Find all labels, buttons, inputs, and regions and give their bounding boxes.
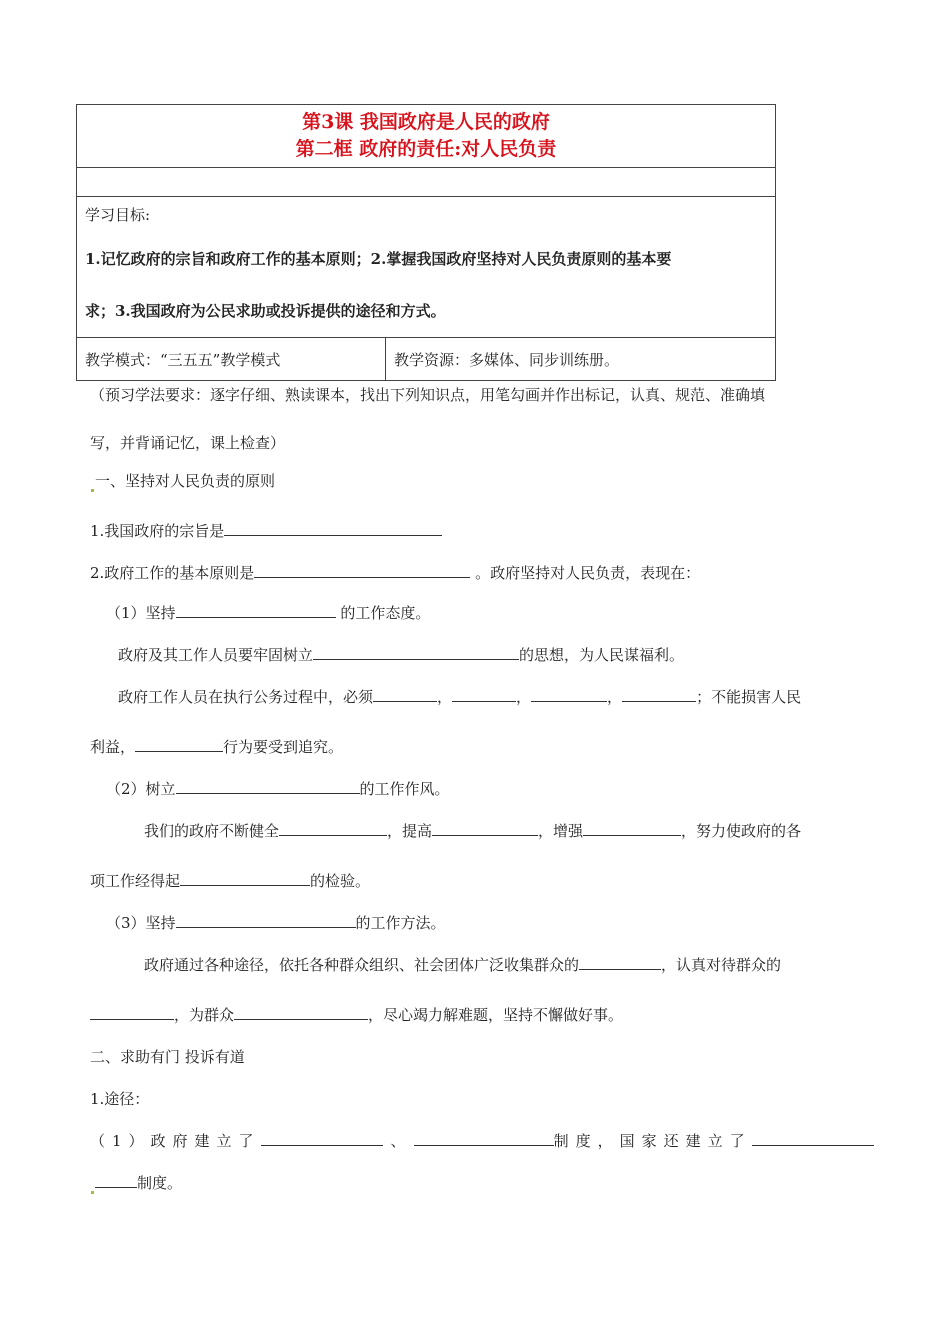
p2-s1-text-b: 、: [390, 1132, 406, 1150]
s2-p1-text-d: ，努力使政府的各: [681, 822, 802, 840]
s2-text-b: 的工作作风。: [359, 780, 450, 798]
s1-p2-text-b: ；不能损害人民: [696, 688, 802, 706]
blank-row: [77, 168, 776, 197]
fill-blank[interactable]: [224, 521, 442, 536]
s1-p3-text-a: 利益，: [90, 738, 136, 756]
q2-text-a: 2.政府工作的基本原则是: [90, 564, 255, 582]
fill-blank[interactable]: [135, 737, 223, 752]
fill-blank[interactable]: [373, 687, 437, 702]
s3-p1-text-a: 政府通过各种途径，依托各种群众组织、社会团体广泛收集群众的: [144, 956, 580, 974]
part1-heading-text: 一、坚持对人民负责的原则: [95, 472, 276, 490]
fill-blank[interactable]: [452, 687, 516, 702]
fill-blank[interactable]: [95, 1173, 137, 1188]
s1-p2-text-a: 政府工作人员在执行公务过程中，必须: [118, 688, 374, 706]
part1-q1: [90, 520, 442, 542]
fill-blank[interactable]: [234, 1005, 368, 1020]
fill-blank[interactable]: [313, 645, 519, 660]
part1-s1-p2: [118, 686, 801, 708]
q2-text-b: 。政府坚持对人民负责，表现在：: [475, 564, 701, 582]
p2-s1-text-c: 制度，国家还建立了: [553, 1132, 752, 1150]
fill-blank[interactable]: [622, 687, 696, 702]
s2-text-a: （2）树立: [106, 780, 176, 798]
part1-s2-p1: [144, 820, 801, 842]
fill-blank[interactable]: [531, 687, 607, 702]
fill-blank[interactable]: [254, 563, 470, 578]
part1-s2-p2: [90, 870, 370, 892]
goals-line-1: 1.记忆政府的宗旨和政府工作的基本原则；2.掌握我国政府坚持对人民负责原则的基本要: [85, 250, 672, 268]
s1-text-b: 的工作态度。: [340, 604, 431, 622]
part1-s1: [106, 602, 430, 624]
title-cell: [77, 105, 776, 168]
comma: ，: [437, 688, 453, 706]
goals-line-2: 求；3.我国政府为公民求助或投诉提供的途径和方式。: [85, 302, 446, 320]
section-title: 第二框 政府的责任:对人民负责: [295, 138, 557, 160]
s2-p2-text-a: 项工作经得起: [90, 872, 181, 890]
mark-dot: [91, 1191, 94, 1194]
fill-blank[interactable]: [176, 913, 356, 928]
s3-p1-text-b: ，认真对待群众的: [661, 956, 782, 974]
p2-s1-text-a: （1）政府建立了: [90, 1132, 261, 1150]
fill-blank[interactable]: [261, 1131, 383, 1146]
part1-q2: [90, 562, 700, 584]
s3-p2-text-b: ，尽心竭力解难题，坚持不懈做好事。: [368, 1006, 624, 1024]
fill-blank[interactable]: [180, 871, 310, 886]
teaching-mode: 教学模式：“三五五”教学模式: [77, 338, 386, 381]
s1-p3-text-b: 行为要受到追究。: [223, 738, 344, 756]
part2-s1-cont: [90, 1172, 182, 1194]
part2-heading: 二、求助有门 投诉有道: [90, 1048, 245, 1066]
fill-blank[interactable]: [752, 1131, 874, 1146]
instructions-line-1: （预习学法要求：逐字仔细、熟读课本，找出下列知识点，用笔勾画并作出标记，认真、规范、准确填: [90, 386, 766, 404]
fill-blank[interactable]: [583, 821, 681, 836]
fill-blank[interactable]: [90, 1005, 174, 1020]
s1-p1-text-a: 政府及其工作人员要牢固树立: [118, 646, 314, 664]
learning-goals-cell: [77, 197, 776, 338]
s2-p1-text-a: 我们的政府不断健全: [144, 822, 280, 840]
fill-blank[interactable]: [176, 603, 336, 618]
s2-p1-text-b: ，提高: [387, 822, 433, 840]
lesson-header-table: [76, 104, 776, 381]
q1-text: 1.我国政府的宗旨是: [90, 522, 225, 540]
part1-s3: [106, 912, 446, 934]
goals-text: [85, 233, 767, 337]
part1-s3-p2: [90, 1004, 623, 1026]
instructions-line-2: 写，并背诵记忆，课上检查）: [90, 434, 286, 452]
teaching-resources: 教学资源：多媒体、同步训练册。: [386, 338, 776, 381]
comma: ，: [607, 688, 623, 706]
p2-s1-text-d: 制度。: [137, 1174, 183, 1192]
fill-blank[interactable]: [176, 779, 360, 794]
lesson-title: 第3课 我国政府是人民的政府: [302, 111, 550, 133]
s1-text-a: （1）坚持: [106, 604, 176, 622]
mark-dot: [91, 489, 94, 492]
goals-label: 学习目标:: [85, 206, 151, 224]
fill-blank[interactable]: [414, 1131, 554, 1146]
fill-blank[interactable]: [279, 821, 387, 836]
s3-p2-text-a: ，为群众: [174, 1006, 235, 1024]
comma: ，: [516, 688, 532, 706]
s2-p1-text-c: ，增强: [538, 822, 584, 840]
part2-s1: [90, 1130, 874, 1152]
part1-s3-p1: [144, 954, 781, 976]
fill-blank[interactable]: [579, 955, 661, 970]
s1-p1-text-b: 的思想，为人民谋福利。: [519, 646, 685, 664]
part1-heading: [90, 470, 275, 492]
s3-text-a: （3）坚持: [106, 914, 176, 932]
part1-s2: [106, 778, 450, 800]
part2-q1: 1.途径：: [90, 1090, 150, 1108]
part1-s1-p1: [118, 644, 684, 666]
part1-s1-p3: [90, 736, 343, 758]
fill-blank[interactable]: [432, 821, 538, 836]
s2-p2-text-b: 的检验。: [310, 872, 371, 890]
s3-text-b: 的工作方法。: [355, 914, 446, 932]
